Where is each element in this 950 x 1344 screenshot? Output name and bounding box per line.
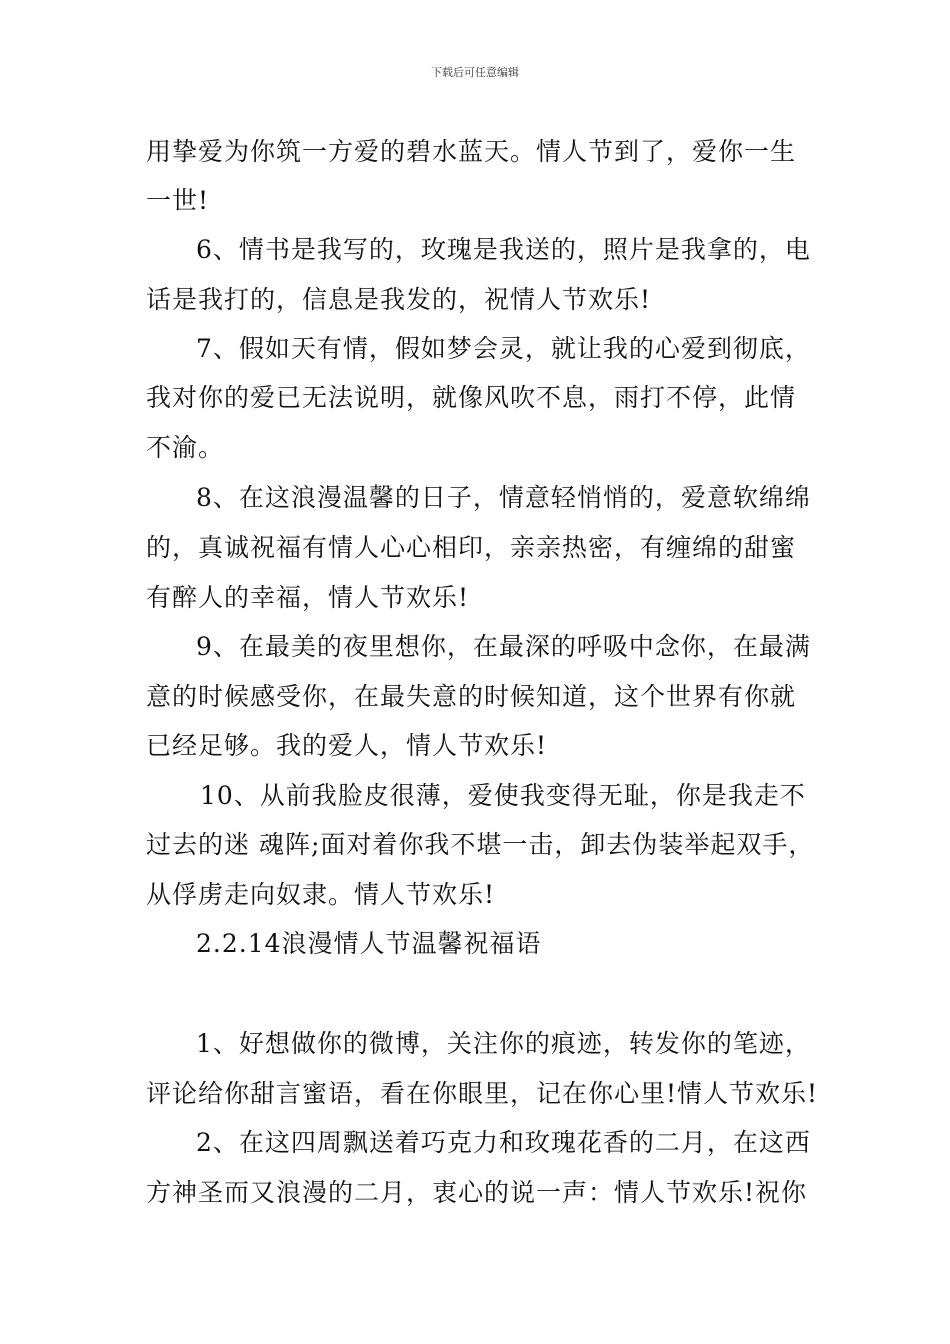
text-line: 方神圣而又浪漫的二月，衷心的说一声：情人节欢乐!祝你 <box>146 1178 808 1207</box>
text-line: 1、好想做你的微博，关注你的痕迹，转发你的笔迹， <box>196 1029 811 1058</box>
text-line: 7、假如天有情，假如梦会灵，就让我的心爱到彻底， <box>196 334 811 363</box>
text-line: 10、从前我脸皮很薄，爱使我变得无耻，你是我走不 <box>200 781 806 810</box>
text-line: 话是我打的，信息是我发的，祝情人节欢乐! <box>146 285 652 314</box>
text-line: 8、在这浪漫温馨的日子，情意轻悄悄的，爱意软绵绵 <box>196 483 811 512</box>
text-line: 评论给你甜言蜜语，看在你眼里，记在你心里!情人节欢乐! <box>146 1079 819 1108</box>
text-line: 6、情书是我写的，玫瑰是我送的，照片是我拿的，电 <box>196 235 811 264</box>
text-line: 有醉人的幸福，情人节欢乐! <box>146 583 470 612</box>
text-line: 我对你的爱已无法说明，就像风吹不息，雨打不停，此情 <box>146 383 797 412</box>
text-line: 9、在最美的夜里想你，在最深的呼吸中念你，在最满 <box>196 632 811 661</box>
text-line: 的，真诚祝福有情人心心相印，亲亲热密，有缠绵的甜蜜 <box>146 533 797 562</box>
text-line: 已经足够。我的爱人，情人节欢乐! <box>146 731 548 760</box>
text-line: 用挚爱为你筑一方爱的碧水蓝天。情人节到了，爱你一生 <box>146 137 797 166</box>
text-line: 从俘虏走向奴隶。情人节欢乐! <box>146 880 496 909</box>
text-line: 2、在这四周飘送着巧克力和玫瑰花香的二月，在这西 <box>196 1128 811 1157</box>
text-line: 不渝。 <box>146 433 225 462</box>
text-line: 过去的迷 魂阵;面对着你我不堪一击，卸去伪装举起双手， <box>146 830 815 859</box>
page-header: 下载后可任意编辑 <box>431 66 519 79</box>
text-line: 意的时候感受你，在最失意的时候知道，这个世界有你就 <box>146 682 797 711</box>
text-line: 一世! <box>146 186 210 215</box>
section-heading: 2.2.14浪漫情人节温馨祝福语 <box>196 929 542 958</box>
